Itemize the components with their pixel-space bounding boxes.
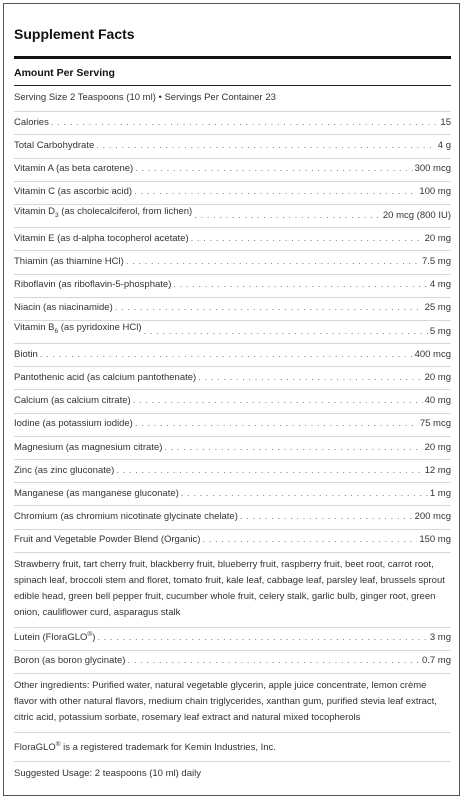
leader-dots bbox=[240, 511, 413, 523]
nutrient-amount: 200 mcg bbox=[414, 511, 451, 523]
trademark-note bbox=[14, 733, 451, 762]
nutrient-label: Fruit and Vegetable Powder Blend (Organic) bbox=[14, 534, 201, 546]
leader-dots bbox=[115, 302, 423, 314]
supplement-facts-panel bbox=[3, 3, 460, 796]
nutrient-amount: 3 mg bbox=[429, 632, 451, 644]
nutrient-label: Chromium (as chromium nicotinate glycinate chelate) bbox=[14, 511, 238, 523]
nutrient-label-text: Lutein (FloraGLO bbox=[14, 632, 88, 644]
nutrient-amount: 12 mg bbox=[424, 464, 451, 476]
blend-ingredients: Strawberry fruit, tart cherry fruit, blackberry fruit, blueberry fruit, raspberry fruit, beet root, carrot root, spinach leaf, broccoli stem and floret, tomato fruit, kale leaf, cabbage leaf, parsley leaf, brussels sprout edible head, green bell pepper fruit, cucumber whole fruit, celery stalk, garlic bulb, ginger root, green onion, cauliflower curd, asparagus stalk bbox=[14, 553, 451, 628]
nutrient-label bbox=[14, 206, 192, 222]
leader-dots bbox=[194, 210, 381, 222]
nutrient-label-text: ) bbox=[92, 632, 96, 644]
nutrient-label-text: (as pyridoxine HCl) bbox=[58, 321, 142, 333]
leader-dots bbox=[173, 279, 428, 291]
nutrient-label: Biotin bbox=[14, 348, 38, 360]
nutrient-amount: 5 mg bbox=[429, 325, 451, 337]
nutrient-label: Riboflavin (as riboflavin-5-phosphate) bbox=[14, 279, 172, 291]
nutrient-amount: 4 mg bbox=[429, 279, 451, 291]
nutrient-label bbox=[14, 629, 95, 644]
facts-body bbox=[14, 86, 451, 787]
nutrient-row bbox=[14, 414, 451, 437]
nutrient-amount: 25 mg bbox=[424, 302, 451, 314]
nutrient-label: Manganese (as manganese gluconate) bbox=[14, 487, 179, 499]
nutrient-label: Vitamin E (as d-alpha tocopherol acetate) bbox=[14, 232, 189, 244]
nutrient-row bbox=[14, 182, 451, 205]
nutrient-row bbox=[14, 506, 451, 529]
nutrient-row bbox=[14, 275, 451, 298]
nutrient-row bbox=[14, 483, 451, 506]
leader-dots bbox=[97, 632, 428, 644]
nutrient-amount: 75 mcg bbox=[419, 418, 451, 430]
leader-dots bbox=[126, 256, 420, 268]
serving-size: Serving Size 2 Teaspoons (10 ml) • Servings Per Container 23 bbox=[14, 86, 451, 112]
nutrient-row bbox=[14, 251, 451, 274]
nutrient-label: Thiamin (as thiamine HCl) bbox=[14, 256, 124, 268]
nutrient-row bbox=[14, 344, 451, 367]
registered-mark: ® bbox=[55, 740, 61, 748]
nutrient-amount: 7.5 mg bbox=[421, 256, 451, 268]
nutrient-label-text: (as cholecalciferol, from lichen) bbox=[58, 205, 193, 217]
leader-dots bbox=[133, 395, 423, 407]
panel-title: Supplement Facts bbox=[14, 26, 135, 42]
nutrient-list bbox=[14, 112, 451, 553]
thick-divider bbox=[14, 56, 451, 59]
other-ingredients: Other ingredients: Purified water, natural vegetable glycerin, apple juice concentrate, lemon crème flavor with other natural flavors, medium chain triglycerides, xanthan gum, purified stevia leaf extract, citric acid, potassium sorbate, rosemary leaf extract and natural mixed tocopherols bbox=[14, 674, 451, 733]
nutrient-row bbox=[14, 228, 451, 251]
nutrient-label: Zinc (as zinc gluconate) bbox=[14, 464, 115, 476]
nutrient-row bbox=[14, 112, 451, 135]
trademark-name: FloraGLO bbox=[14, 741, 56, 753]
leader-dots bbox=[202, 534, 417, 546]
nutrient-amount: 100 mg bbox=[419, 186, 451, 198]
registered-mark: ® bbox=[87, 631, 93, 639]
nutrient-row bbox=[14, 367, 451, 390]
nutrient-amount: 1 mg bbox=[429, 487, 451, 499]
nutrient-amount: 4 g bbox=[437, 140, 451, 152]
nutrient-label: Niacin (as niacinamide) bbox=[14, 302, 113, 314]
nutrient-row bbox=[14, 437, 451, 460]
nutrient-row bbox=[14, 135, 451, 158]
nutrient-row bbox=[14, 298, 451, 321]
leader-dots bbox=[164, 442, 422, 454]
leader-dots bbox=[116, 465, 422, 477]
nutrient-row bbox=[14, 205, 451, 228]
nutrient-label-subscript: 3 bbox=[55, 211, 59, 219]
nutrient-row bbox=[14, 321, 451, 344]
nutrient-label: Iodine (as potassium iodide) bbox=[14, 418, 133, 430]
nutrient-label: Vitamin C (as ascorbic acid) bbox=[14, 186, 133, 198]
nutrient-row bbox=[14, 390, 451, 413]
nutrient-label: Calories bbox=[14, 116, 49, 128]
nutrient-row bbox=[14, 460, 451, 483]
nutrient-label: Magnesium (as magnesium citrate) bbox=[14, 441, 163, 453]
nutrient-label-text: Vitamin D bbox=[14, 205, 56, 217]
nutrient-row bbox=[14, 159, 451, 182]
leader-dots bbox=[40, 349, 413, 361]
leader-dots bbox=[144, 326, 428, 338]
nutrient-label: Total Carbohydrate bbox=[14, 140, 95, 152]
nutrient-label: Vitamin A (as beta carotene) bbox=[14, 163, 134, 175]
nutrient-label: Calcium (as calcium citrate) bbox=[14, 395, 131, 407]
nutrient-amount: 40 mg bbox=[424, 395, 451, 407]
trademark-text: is a registered trademark for Kemin Industries, Inc. bbox=[60, 741, 276, 753]
nutrient-label bbox=[14, 322, 142, 338]
leader-dots bbox=[134, 186, 417, 198]
nutrient-amount: 20 mcg (800 IU) bbox=[382, 209, 451, 221]
nutrient-amount: 150 mg bbox=[419, 534, 451, 546]
nutrient-amount: 300 mcg bbox=[414, 163, 451, 175]
nutrient-amount: 400 mcg bbox=[414, 348, 451, 360]
nutrient-amount: 20 mg bbox=[424, 371, 451, 383]
leader-dots bbox=[51, 117, 439, 129]
nutrient-amount: 20 mg bbox=[424, 232, 451, 244]
nutrient-label-text: Vitamin B bbox=[14, 321, 55, 333]
suggested-usage: Suggested Usage: 2 teaspoons (10 ml) daily bbox=[14, 767, 201, 779]
nutrient-label: Pantothenic acid (as calcium pantothenate) bbox=[14, 371, 197, 383]
leader-dots bbox=[135, 163, 412, 175]
leader-dots bbox=[127, 655, 420, 667]
nutrient-label: Boron (as boron glycinate) bbox=[14, 655, 126, 667]
nutrient-row bbox=[14, 530, 451, 553]
leader-dots bbox=[198, 372, 422, 384]
nutrient-row-boron bbox=[14, 651, 451, 674]
nutrient-amount: 20 mg bbox=[424, 441, 451, 453]
nutrient-row-lutein bbox=[14, 628, 451, 651]
nutrient-amount: 0.7 mg bbox=[421, 655, 451, 667]
nutrient-amount: 15 bbox=[440, 116, 451, 128]
leader-dots bbox=[191, 233, 423, 245]
leader-dots bbox=[181, 488, 428, 500]
nutrient-label-subscript: 6 bbox=[54, 327, 59, 335]
leader-dots bbox=[96, 140, 436, 152]
leader-dots bbox=[135, 418, 418, 430]
amount-per-serving-header: Amount Per Serving bbox=[14, 67, 115, 79]
